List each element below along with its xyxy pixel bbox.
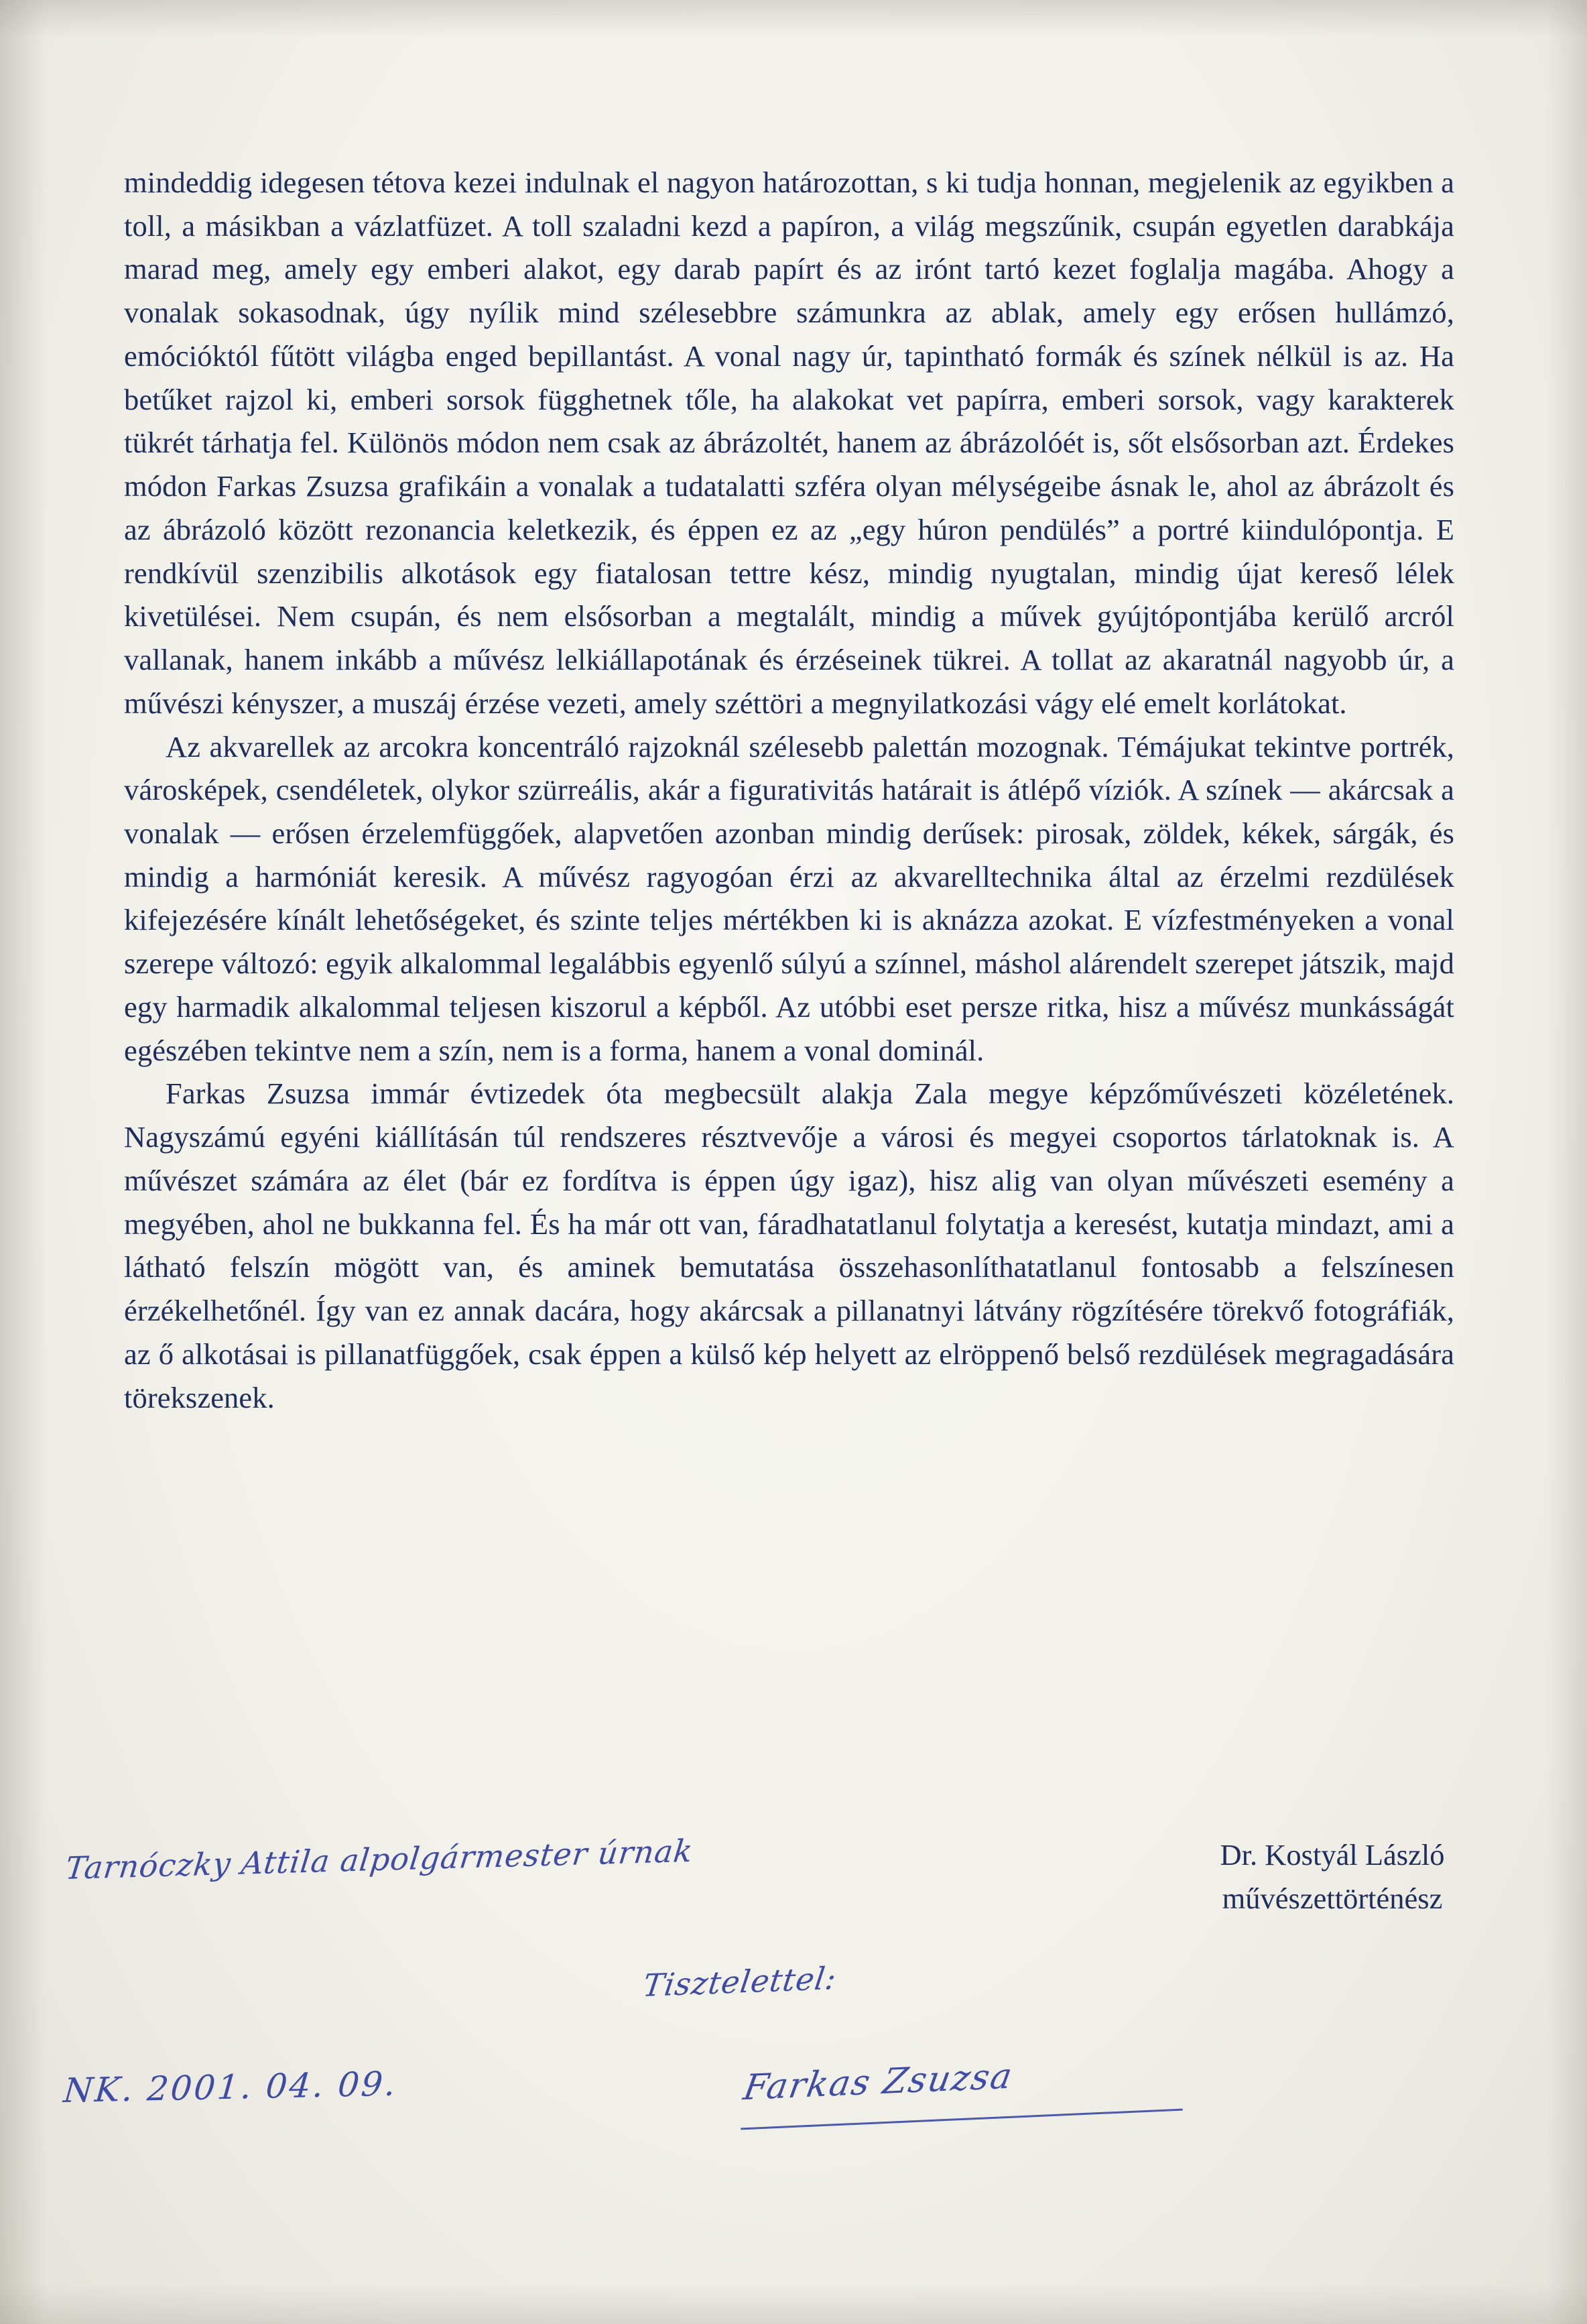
signature-title: művészettörténész — [1222, 1881, 1443, 1915]
document-page — [124, 161, 1454, 1419]
page-edge-shadow-bottom — [0, 2284, 1587, 2324]
paragraph-1: mindeddig idegesen tétova kezei indulnak el nagyon határozottan, s ki tudja honnan, megjelenik az egyikben a toll, a másikban a vázlatfüzet. A toll szaladni kezd a papíron, a világ megszűnik, csupán egyetlen darabkája marad meg, amely egy emberi alakot, egy darab papírt és az irónt tartó kezet foglalja magába. Ahogy a vonalak sokasodnak, úgy nyílik mind szélesebbre számunkra az ablak, amely egy erősen hullámzó, emócióktól fűtött világba enged bepillantást. A vonal nagy úr, tapintható formák és színek nélkül is az. Ha betűket rajzol ki, emberi sorsok függhetnek tőle, ha alakokat vet papírra, emberi sorsok, vagy karakterek tükrét tárhatja fel. Különös módon nem csak az ábrázoltét, hanem az ábrázolóét is, sőt elsősorban azt. Érdekes módon Farkas Zsuzsa grafikáin a vonalak a tudatalatti szféra olyan mélységeibe ásnak le, ahol az ábrázolt és az ábrázoló között rezonancia keletkezik, és éppen ez az „egy húron pendülés” a portré kiindulópontja. E rendkívül szenzibilis alkotások egy fiatalosan tettre kész, mindig nyugtalan, mindig újat kereső lélek kivetülései. Nem csupán, és nem elsősorban a megtalált, mindig a művek gyújtópontjába kerülő arcról vallanak, hanem inkább a művész lelkiállapotának és érzéseinek tükrei. A tollat az akaratnál nagyobb úr, a művészi kényszer, a muszáj érzése vezeti, amely széttöri a megnyilatkozási vágy elé emelt korlátokat. — [124, 166, 1454, 720]
handwritten-signature: Farkas Zsuzsa — [740, 2056, 1017, 2109]
page-edge-shadow-top — [0, 0, 1587, 37]
handwritten-regards: Tisztelettel: — [641, 1959, 839, 2004]
paragraph-3: Farkas Zsuzsa immár évtizedek óta megbecsült alakja Zala megye képzőművészeti közéletének. Nagyszámú egyéni kiállításán túl rendszeres résztvevője a városi és megyei csoportos tárlatoknak is. A művészet számára az élet (bár ez fordítva is éppen úgy igaz), hisz alig van olyan művészeti esemény a megyében, ahol ne bukkanna fel. És ha már ott van, fáradhatatlanul folytatja a keresést, kutatja mindazt, ami a látható felszín mögött van, és aminek bemutatása összehasonlíthatatlanul fontosabb a felszínesen érzékelhetőnél. Így van ez annak dacára, hogy akárcsak a pillanatnyi látvány rögzítésére törekvő fotográfiák, az ő alkotásai is pillanatfüggőek, csak éppen a külső kép helyett az elröppenő belső rezdülések megragadására törekszenek. — [124, 1077, 1454, 1414]
signature-block — [1091, 1833, 1574, 1920]
document-body — [124, 161, 1454, 1419]
handwritten-registry-stamp: NK. 2001. 04. 09. — [62, 2064, 399, 2111]
page-edge-shadow-right — [1547, 0, 1587, 2324]
paragraph-2: Az akvarellek az arcokra koncentráló rajzoknál szélesebb palettán mozognak. Témájukat tekintve portrék, városképek, csendéletek, olykor szürreális, akár a figurativitás határait is átlépő víziók. A színek — akárcsak a vonalak — erősen érzelemfüggőek, alapvetően azonban mindig derűsek: pirosak, zöldek, kékek, sárgák, és mindig a harmóniát keresik. A művész ragyogóan érzi az akvarelltechnika által az érzelmi rezdülések kifejezésére kínált lehetőségeket, és szinte teljes mértékben ki is aknázza azokat. E vízfestményeken a vonal szerepe változó: egyik alkalommal legalábbis egyenlő súlyú a színnel, máshol alárendelt szerepet játszik, majd egy harmadik alkalommal teljesen kiszorul a képből. Az utóbbi eset persze ritka, hisz a művész munkásságát egészében tekintve nem a szín, nem is a forma, hanem a vonal dominál. — [124, 729, 1454, 1067]
handwritten-addressee: Tarnóczky Attila alpolgármester úrnak — [63, 1832, 696, 1887]
signature-name: Dr. Kostyál László — [1220, 1838, 1445, 1872]
page-edge-shadow-left — [0, 0, 47, 2324]
